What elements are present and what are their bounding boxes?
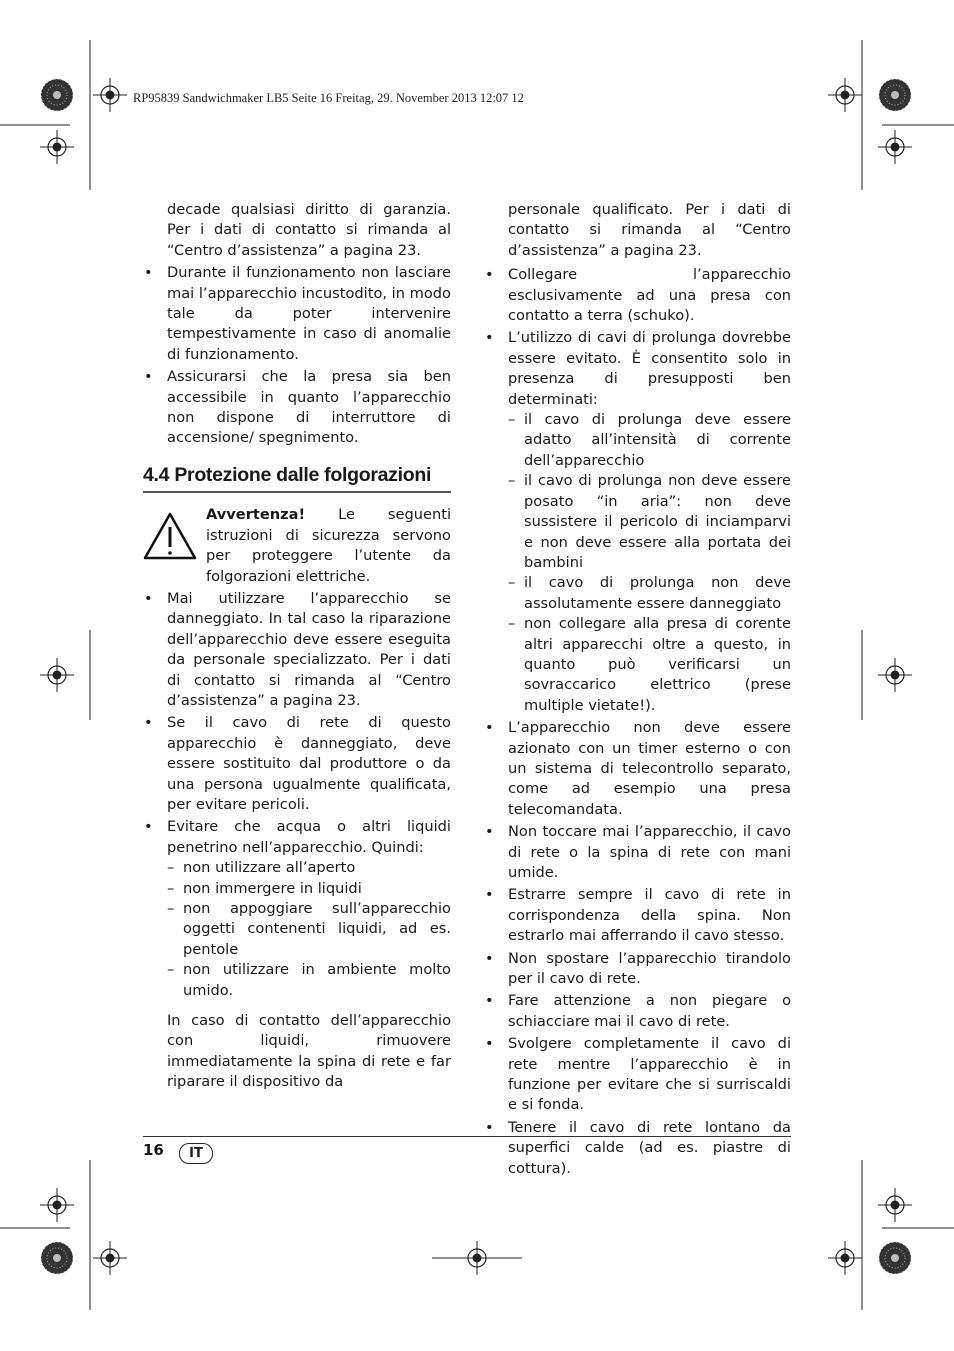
sub-list-item: – non appoggiare sull’apparecchio oggetti contenenti liquidi, ad es. pentole xyxy=(167,900,451,958)
bullet-mark: • xyxy=(144,714,153,732)
dash-mark: – xyxy=(508,411,516,429)
paragraph: In caso di contatto dell’apparecchio con liquidi, rimuovere immediatamente la spina di rete e far riparare il dispositivo da xyxy=(167,1012,451,1091)
sub-list-item: – il cavo di prolunga non deve assolutamente essere danneggiato xyxy=(508,574,791,612)
bullet-mark: • xyxy=(485,823,494,841)
sub-list-item: – non utilizzare in ambiente molto umido. xyxy=(167,961,451,999)
print-header: RP95839 Sandwichmaker LB5 Seite 16 Freitag, 29. November 2013 12:07 12 xyxy=(133,91,524,105)
list-item: • Assicurarsi che la presa sia ben accessibile in quanto l’apparecchio non dispone di interruttore di accensione/ spegnimento. xyxy=(144,368,451,447)
bullet-mark: • xyxy=(485,992,494,1010)
bullet-mark: • xyxy=(144,264,153,282)
list-item: • Svolgere completamente il cavo di rete mentre l’apparecchio è in funzione per evitare che si surriscaldi e si fonda. xyxy=(485,1035,791,1114)
bullet-mark: • xyxy=(485,949,494,967)
sub-list-item: – non collegare alla presa di corente altri apparecchi oltre a questo, in quanto può verificarsi un sovraccarico elettrico (prese multiple vietate!). xyxy=(508,615,791,714)
dash-mark: – xyxy=(508,574,516,592)
dash-mark: – xyxy=(167,859,175,877)
bullet-mark: • xyxy=(485,1035,494,1053)
warning-triangle-icon xyxy=(143,511,197,561)
sub-list-item: – non utilizzare all’aperto xyxy=(143,858,451,878)
bullet-mark: • xyxy=(485,1118,494,1136)
bullet-mark: • xyxy=(144,818,153,836)
footer-rule xyxy=(143,1136,791,1137)
bullet-mark: • xyxy=(144,368,153,386)
warning-label: Avvertenza! xyxy=(206,506,306,524)
bullet-mark: • xyxy=(485,329,494,347)
bullet-mark: • xyxy=(485,719,494,737)
language-badge: IT xyxy=(179,1143,213,1164)
list-item: • Non spostare l’apparecchio tirandolo per il cavo di rete. xyxy=(485,949,791,988)
paragraph: personale qualificato. Per i dati di contatto si rimanda al “Centro d’assistenza” a pagina 23. xyxy=(508,201,791,259)
list-item: • Non toccare mai l’apparecchio, il cavo di rete o la spina di rete con mani umide. xyxy=(485,823,791,881)
right-column xyxy=(484,200,791,1181)
warning-note xyxy=(143,505,451,587)
warning-text: Le seguenti istruzioni di sicurezza servono per proteggere l’utente da folgorazioni elettriche. xyxy=(206,506,451,585)
bullet-mark: • xyxy=(485,886,494,904)
dash-mark: – xyxy=(167,900,175,917)
sub-list-item: – il cavo di prolunga deve essere adatto all’intensità di corrente dell’apparecchio xyxy=(508,411,791,469)
list-item: • Se il cavo di rete di questo apparecchio è danneggiato, deve essere sostituito dal produttore o da una persona ugualmente qualificata, per evitare pericoli. xyxy=(144,714,451,813)
dash-mark: – xyxy=(167,879,175,897)
list-item: • Tenere il cavo di rete lontano da superfici calde (ad es. piastre di cottura). xyxy=(485,1118,791,1177)
list-item: • Fare attenzione a non piegare o schiacciare mai il cavo di rete. xyxy=(485,992,791,1030)
dash-mark: – xyxy=(508,615,516,633)
list-item: • Estrarre sempre il cavo di rete in corrispondenza della spina. Non estrarlo mai afferrando il cavo stesso. xyxy=(485,886,791,945)
dash-mark: – xyxy=(508,472,516,490)
list-item: • L’apparecchio non deve essere azionato con un timer esterno o con un sistema di telecontrollo separato, come ad esempio una presa telecomandata. xyxy=(485,719,791,818)
paragraph: decade qualsiasi diritto di garanzia. Per i dati di contatto si rimanda al “Centro d’assistenza” a pagina 23. xyxy=(167,201,451,259)
page-number: 16 xyxy=(143,1141,164,1159)
list-item: • L’utilizzo di cavi di prolunga dovrebbe essere evitato. È consentito solo in presenza di presupposti ben determinati: xyxy=(485,329,791,408)
left-column xyxy=(143,200,451,1095)
bullet-mark: • xyxy=(485,266,494,284)
list-item: • Evitare che acqua o altri liquidi penetrino nell’apparecchio. Quindi: xyxy=(144,818,451,856)
list-item: • Collegare l’apparecchio esclusivamente ad una presa con contatto a terra (schuko). xyxy=(485,266,791,325)
section-heading: 4.4 Protezione dalle folgorazioni xyxy=(143,465,451,493)
list-item: • Mai utilizzare l’apparecchio se danneggiato. In tal caso la riparazione dell’apparecchio deve essere eseguita da personale specializzato. Per i dati di contatto si rimanda al “Centro d’assistenza” a pagina 23. xyxy=(144,589,451,709)
sub-list-item: – non immergere in liquidi xyxy=(143,879,451,899)
dash-mark: – xyxy=(167,961,175,979)
sub-list-item: – il cavo di prolunga non deve essere posato “in aria”: non deve sussistere il pericolo di inciamparvi e non deve essere alla portata dei bambini xyxy=(508,472,791,571)
list-item: • Durante il funzionamento non lasciare mai l’apparecchio incustodito, in modo tale da poter intervenire tempestivamente in caso di anomalie di funzionamento. xyxy=(144,264,451,363)
bullet-mark: • xyxy=(144,589,153,607)
